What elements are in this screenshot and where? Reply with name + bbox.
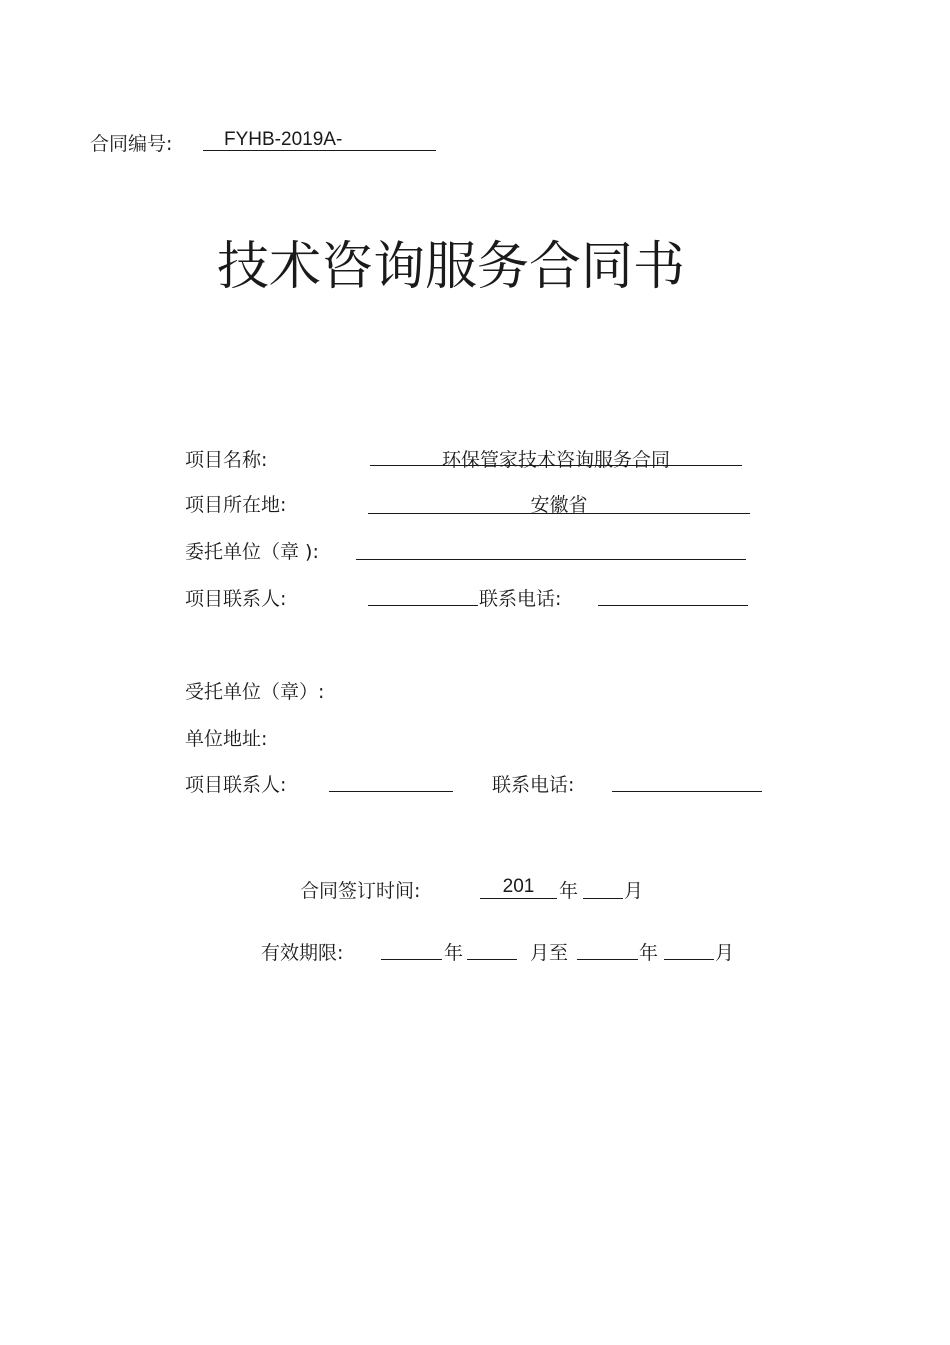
client-contact-field[interactable] bbox=[368, 605, 478, 606]
project-name-value: 环保管家技术咨询服务合同 bbox=[441, 449, 670, 471]
contractor-phone-label: 联系电话: bbox=[492, 774, 575, 796]
validity-label: 有效期限: bbox=[261, 942, 344, 964]
validity-start-month-field[interactable] bbox=[467, 959, 517, 960]
validity-year-unit-1: 年 bbox=[444, 942, 464, 964]
signing-year-field[interactable] bbox=[480, 898, 557, 899]
project-location-underline bbox=[368, 513, 750, 514]
client-phone-field[interactable] bbox=[598, 605, 748, 606]
validity-year-unit-2: 年 bbox=[639, 942, 659, 964]
entrusting-unit-label: 委托单位（章 ): bbox=[185, 541, 319, 563]
validity-start-year-field[interactable] bbox=[381, 959, 442, 960]
contractor-contact-field[interactable] bbox=[329, 791, 453, 792]
document-title: 技术咨询服务合同书 bbox=[217, 237, 686, 297]
client-phone-label: 联系电话: bbox=[479, 588, 562, 610]
signing-year-prefix: 201 bbox=[502, 876, 535, 897]
project-name-label: 项目名称: bbox=[185, 449, 268, 471]
contractor-contact-label: 项目联系人: bbox=[185, 774, 287, 796]
client-contact-label: 项目联系人: bbox=[185, 588, 287, 610]
validity-month-to: 月至 bbox=[530, 942, 569, 964]
project-location-label: 项目所在地: bbox=[185, 494, 287, 516]
contract-no-underline bbox=[203, 150, 436, 151]
project-name-underline bbox=[370, 465, 742, 466]
contractor-phone-field[interactable] bbox=[612, 791, 762, 792]
validity-end-year-field[interactable] bbox=[577, 959, 638, 960]
validity-month-unit: 月 bbox=[715, 942, 735, 964]
unit-address-label: 单位地址: bbox=[185, 728, 268, 750]
entrusted-unit-label: 受托单位（章）: bbox=[185, 681, 325, 703]
signing-month-field[interactable] bbox=[583, 898, 623, 899]
signing-date-label: 合同签订时间: bbox=[300, 880, 421, 902]
project-location-value: 安徽省 bbox=[530, 494, 588, 516]
validity-end-month-field[interactable] bbox=[664, 959, 714, 960]
signing-year-unit: 年 bbox=[559, 880, 579, 902]
contract-no-value: FYHB-2019A- bbox=[224, 129, 343, 150]
contract-no-label: 合同编号: bbox=[90, 133, 173, 155]
entrusting-unit-field[interactable] bbox=[356, 559, 746, 560]
signing-month-unit: 月 bbox=[624, 880, 644, 902]
